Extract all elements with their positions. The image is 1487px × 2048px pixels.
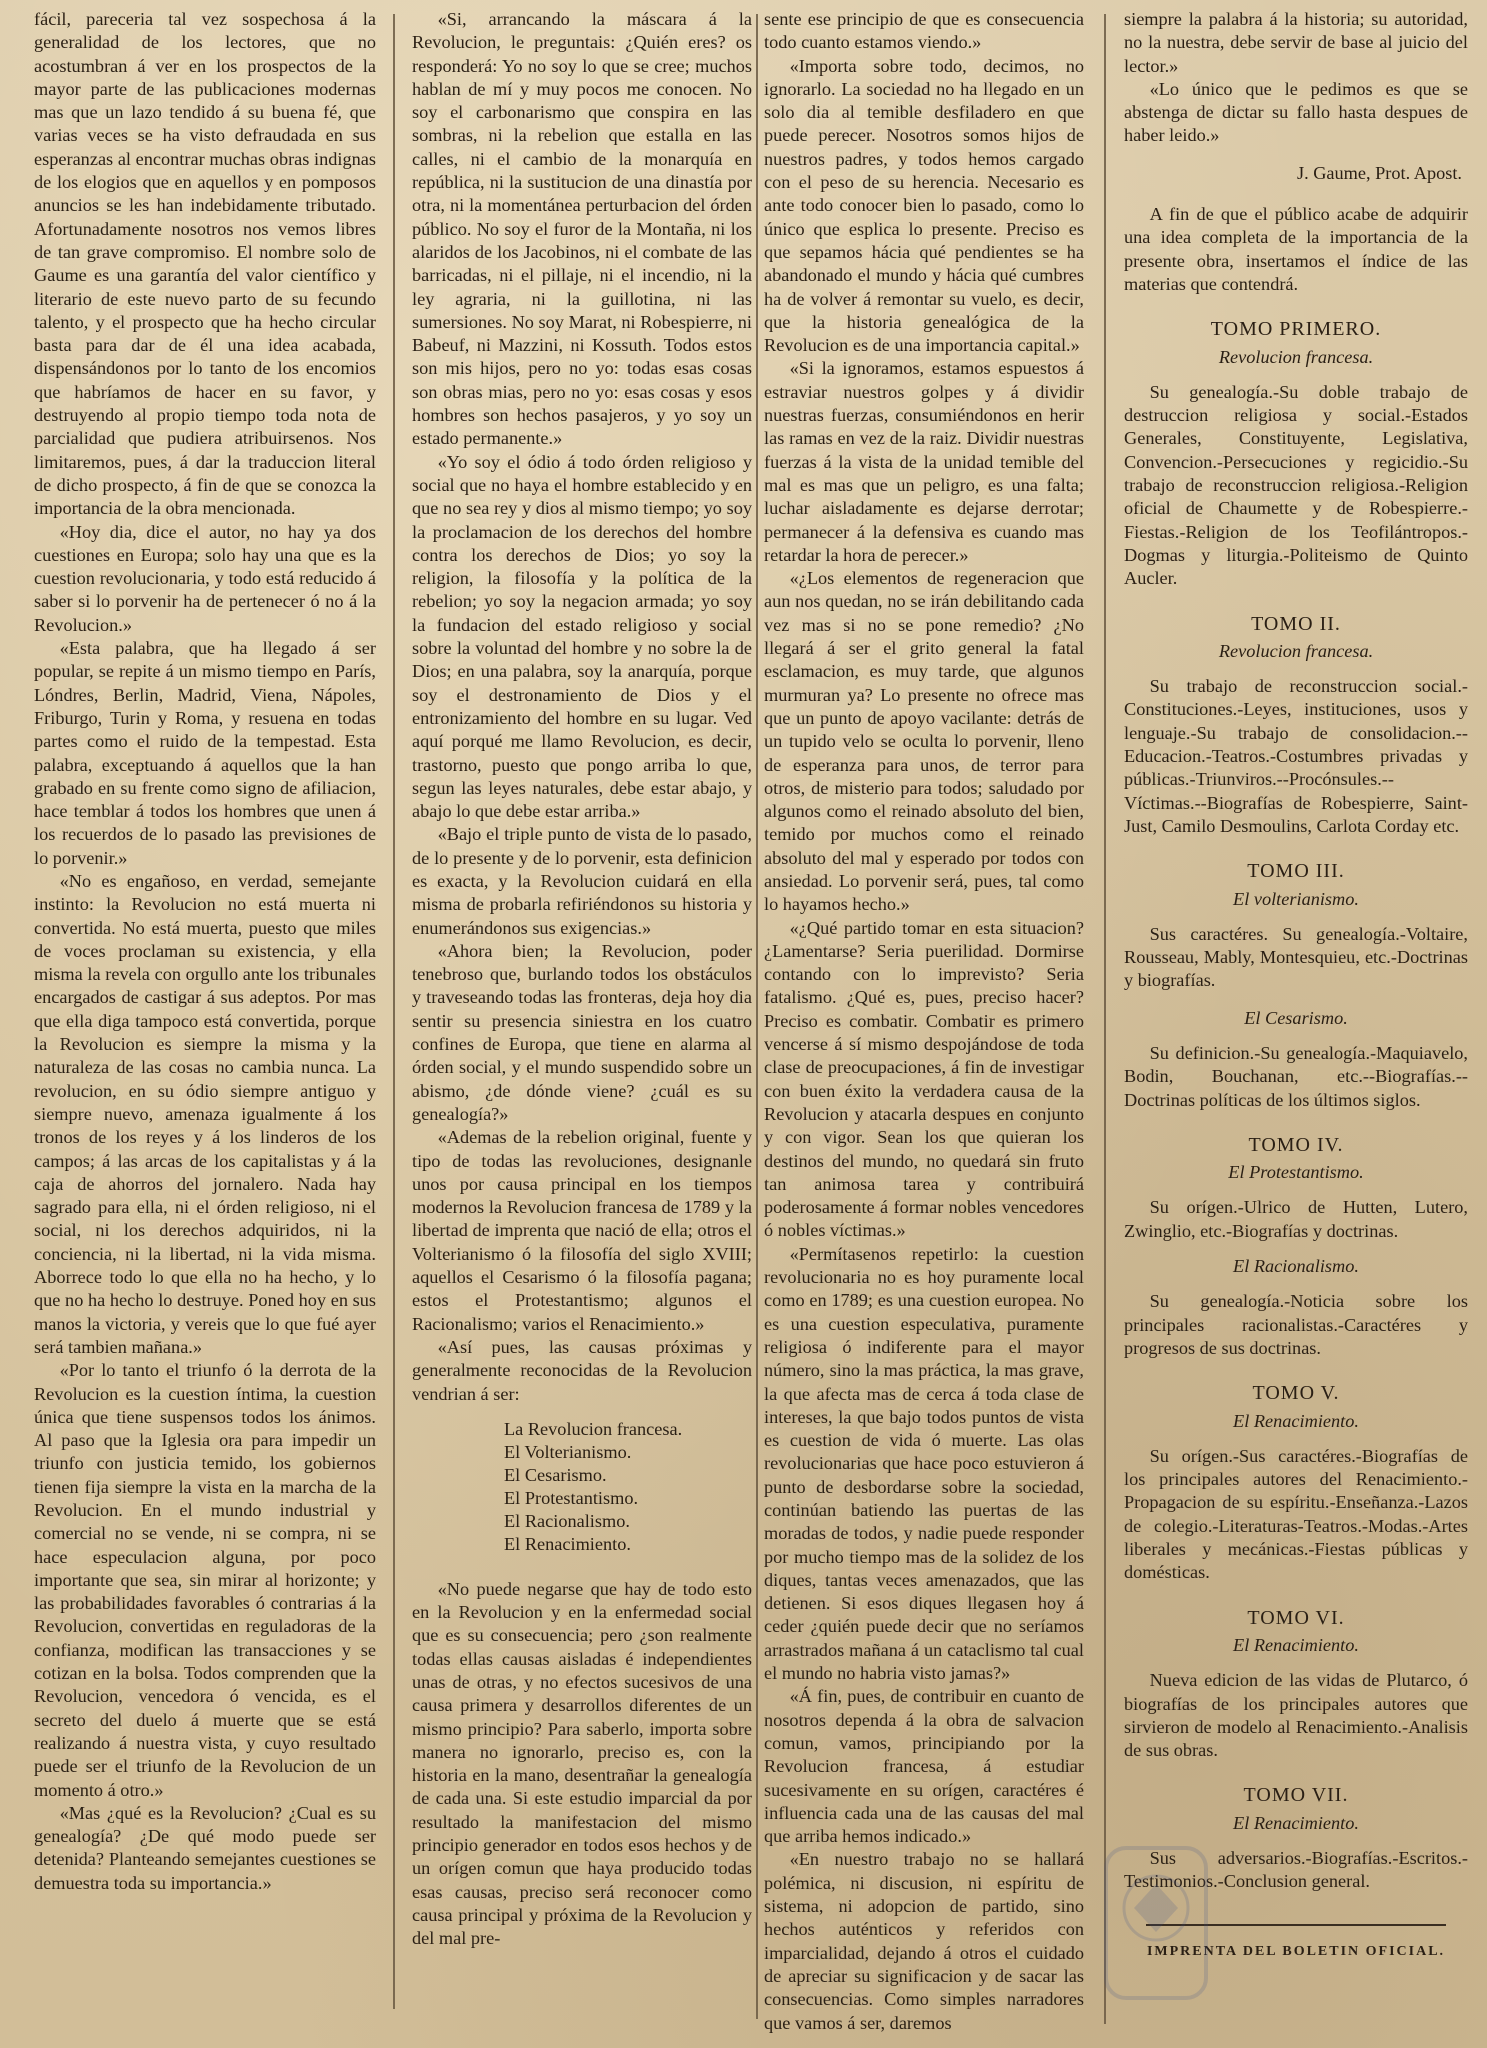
paragraph: «Bajo el triple punto de vista de lo pasado, de lo presente y de lo porvenir, esta definicion es exacta, y la Revolucion cuidará en ella misma de probarla refiriéndonos su historia y enumerándonos sus exigencias.» xyxy=(412,824,752,938)
tomo-subtitle: El Renacimiento. xyxy=(1233,1410,1359,1431)
tomo-description: Su orígen.-Ulrico de Hutten, Lutero, Zwinglio, etc.-Biografías y doctrinas. xyxy=(1124,1197,1468,1241)
paragraph: fácil, pareceria tal vez sospechosa á la generalidad de los lectores, que no acostumbran á ver en los prospectos de la mayor parte de las publicaciones modernas mas que un lazo tendido á su buena fé, que varias veces se ha visto defraudada en sus esperanzas al encontrar muchas obras indignas de los elogios que en aquellos y en pomposos anuncios se les han indebidamente tributado. Afortunadamente nosotros nos vemos libres de tan grave compromiso. El nombre solo de Gaume es una garantía del valor científico y literario de este nuevo parto de su fecundo talento, y el prospecto que ha hecho circular basta para dar de él una idea acabada, dispensándonos por lo tanto de los encomios que habríamos de hacer en su favor, y destruyendo al propio tiempo toda nota de parcialidad que pudiera atribuirsenos. Nos limitaremos, pues, á dar la traduccion literal de dicho prospecto, á fin de que se conozca la importancia de la obra mencionada. xyxy=(34,9,376,519)
tomo-description: Su genealogía.-Noticia sobre los principales racionalistas.-Caractéres y progresos de sus doctrinas. xyxy=(1124,1291,1468,1358)
paragraph: «Así pues, las causas próximas y generalmente reconocidas de la Revolucion vendrian á ser: xyxy=(412,1336,752,1404)
library-stamp-watermark xyxy=(1096,1838,1216,2018)
paragraph: «Hoy dia, dice el autor, no hay ya dos cuestiones en Europa; solo hay una que es la cuestion revolucionaria, y todo está reducido á saber si lo porvenir ha de pertenecer ó no á la Revolucion.» xyxy=(34,521,376,635)
tomo-description: Su orígen.-Sus caractéres.-Biografías de los principales autores del Renacimiento.-Propagacion de su espíritu.-Enseñanza.-Lazos de colegio.-Literaturas-Teatros.-Modas.-Artes liberales y mecánicas.-Fiestas públicas y domésticas. xyxy=(1124,1445,1468,1583)
paragraph: «Lo único que le pedimos es que se abstenga de dictar su fallo hasta despues de haber leido.» xyxy=(1124,78,1468,146)
tomo-title: TOMO III. xyxy=(1247,860,1345,883)
tomo-section xyxy=(1124,613,1468,839)
column-rule xyxy=(393,14,395,2009)
tomo-title: TOMO IV. xyxy=(1248,1133,1344,1156)
tomo-description: Sus adversarios.-Biografías.-Escritos.-Testimonios.-Conclusion general. xyxy=(1124,1848,1468,1892)
tomo-title: TOMO VI. xyxy=(1247,1606,1345,1629)
tomo-subtitle: El Cesarismo. xyxy=(1244,1007,1348,1028)
tomo-title: TOMO PRIMERO. xyxy=(1210,318,1382,341)
paragraph: «Si la ignoramos, estamos espuestos á estraviar nuestros golpes y á dividir nuestras fuerzas, consumiéndonos en herir las ramas en vez de la raiz. Dividir nuestras fuerzas á la vista de la unidad temible del mal es mas que un peligro, es una falta; luchar aisladamente es dejarse derrotar; permanecer á la defensiva es cuando mas retardar la hora de perecer.» xyxy=(764,358,1084,565)
tomo-section xyxy=(1124,1607,1468,1763)
tomo-section xyxy=(1124,860,1468,992)
list-item: El Cesarismo. xyxy=(504,1464,607,1485)
tomo-description: Su genealogía.-Su doble trabajo de destruccion religiosa y social.-Estados Generales, Constituyente, Legislativa, Convencion.-Persecuciones y regicidio.-Su trabajo de reconstruccion religiosa.-Religion oficial de Chaumette y de Robespierre.-Fiestas.-Religion de los Teofilántropos.-Dogmas y liturgia.-Politeismo de Quinto Aucler. xyxy=(1124,381,1468,589)
text-column-1 xyxy=(34,8,376,1895)
tomo-section xyxy=(1124,1007,1468,1112)
paragraph: «En nuestro trabajo no se hallará polémica, ni discusion, ni espíritu de sistema, ni adopcion de partido, sino hechos auténticos y referidos con imparcialidad, dejando á otros el cuidado de apreciar su significacion y de sacar las consecuencias. Como simples narradores que vamos á ser, daremos xyxy=(764,1849,1084,2033)
tomo-description: Sus caractéres. Su genealogía.-Voltaire, Rousseau, Mably, Montesquieu, etc.-Doctrinas y biografías. xyxy=(1124,923,1468,991)
tomo-subtitle: El Protestantismo. xyxy=(1228,1162,1364,1183)
list-item: El Racionalismo. xyxy=(504,1510,630,1531)
tomo-section xyxy=(1124,1134,1468,1243)
tomo-subtitle: El Racionalismo. xyxy=(1233,1256,1359,1277)
paragraph: «Yo soy el ódio á todo órden religioso y social que no haya el hombre establecido y en que no sea rey y dios al mismo tiempo; yo soy la proclamacion de los derechos del hombre contra los derechos de Dios; yo soy la religion, la filosofía y la política de la rebelion; yo soy la negacion armada; yo soy la fundacion del estado religioso y social sobre la voluntad del hombre y no sobre la de Dios; en una palabra, soy la anarquía, porque soy el destronamiento de Dios y el entronizamiento del hombre en su lugar. Ved aquí porqué me llamo Revolucion, es decir, trastorno, puesto que pongo arriba lo que, segun las leyes naturales, debe estar abajo, y abajo lo que debe estar arriba.» xyxy=(412,451,752,822)
tomo-section xyxy=(1124,1255,1468,1360)
tomo-subtitle: El volterianismo. xyxy=(1233,888,1359,909)
paragraph: «Esta palabra, que ha llegado á ser popular, se repite á un mismo tiempo en París, Lóndres, Berlin, Madrid, Viena, Nápoles, Friburgo, Turin y Roma, y resuena en todas partes como el ruido de la tempestad. Esta palabra, exceptuando á aquellos que la han grabado en su frente como signo de afiliacion, hace temblar á todos los hombres que unen á los recuerdos de lo pasado las previsiones de lo porvenir.» xyxy=(34,638,376,868)
index-intro: A fin de que el público acabe de adquirir una idea completa de la importancia de la presente obra, insertamos el índice de las materias que contendrá. xyxy=(1124,204,1468,294)
paragraph: sente ese principio de que es consecuencia todo cuanto estamos viendo.» xyxy=(764,9,1084,53)
tomo-description: Su trabajo de reconstruccion social.-Constituciones.-Leyes, instituciones, usos y lenguaje.-Su trabajo de consolidacion.--Educacion.-Teatros.-Costumbres privadas y públicas.-Triunviros.--Procónsules.--Víctimas.--Biografías de Robespierre, Saint-Just, Camilo Desmoulins, Carlota Corday etc. xyxy=(1124,676,1468,836)
paragraph: siempre la palabra á la historia; su autoridad, no la nuestra, debe servir de base al juicio del lector.» xyxy=(1124,9,1468,76)
paragraph: «¿Los elementos de regeneracion que aun nos quedan, no se irán debilitando cada vez mas si no se pone remedio? ¿No llegará á ser el grito general la fatal esclamacion, es muy tarde, que algunos murmuran ya? Lo presente no ofrece mas que un punto de apoyo vacilante: detrás de un tupido velo se oculta lo porvenir, lleno de esperanza para unos, de terror para otros, de misterio para todos; saludado por algunos como el reinado absoluto del bien, temido por muchos como el reinado absoluto del mal y esperado por todos con ansiedad. Lo porvenir será, pues, tal como lo hayamos hecho.» xyxy=(764,568,1084,915)
tomo-subtitle: Revolucion francesa. xyxy=(1218,640,1374,661)
list-item: La Revolucion francesa. xyxy=(504,1418,683,1439)
paragraph: «No es engañoso, en verdad, semejante instinto: la Revolucion no está muerta ni convertida. No está muerta, puesto que miles de voces proclaman su existencia, y ella misma la revela con orgullo ante los tribunales encargados de castigar á sus adeptos. Por mas que ella diga tampoco está convertida, porque la Revolucion es siempre la misma y la naturaleza de las cosas no cambia nunca. La revolucion, en su ódio siempre antiguo y siempre nuevo, amenaza igualmente á los tronos de los reyes y á los linderos de los campos; á las arcas de los capitalistas y á la caja de ahorros del jornalero. Nada hay sagrado para ella, ni el órden religioso, ni el social, ni los derechos adquiridos, ni la conciencia, ni la libertad, ni la vida misma. Aborrece todo lo que ella no ha hecho, y lo que no ha hecho lo destruye. Poned hoy en sus manos la victoria, y vereis que lo que fué ayer será tambien mañana.» xyxy=(34,870,376,1357)
paragraph: «Si, arrancando la máscara á la Revolucion, le preguntais: ¿Quién eres? os responderá: Yo no soy lo que se cree; muchos hablan de mí y muy pocos me conocen. No soy el carbonarismo que conspira en las sombras, ni la rebelion que estalla en las calles, ni el cambio de la monarquía en república, ni la sustitucion de una dinastía por otra, ni la momentánea perturbacion del órden público. No soy el furor de la Montaña, ni los alaridos de los Jacobinos, ni el combate de las barricadas, ni el pillaje, ni el incendio, ni la ley agraria, ni la guillotina, ni las sumersiones. No soy Marat, ni Robespierre, ni Babeuf, ni Mazzini, ni Kossuth. Todos estos son mis hijos, pero no yo: todas esas cosas son obras mias, pero no yo: esas cosas y esos hombres son hechos pasajeros, y yo soy un estado permanente.» xyxy=(412,9,752,449)
column-rule xyxy=(756,14,758,2019)
tomo-description: Nueva edicion de las vidas de Plutarco, ó biografías de los principales autores que sirvieron de modelo al Renacimiento.-Analisis de sus obras. xyxy=(1124,1670,1468,1761)
text-column-3 xyxy=(764,8,1084,2035)
causes-list xyxy=(504,1418,752,1556)
tomo-title: TOMO II. xyxy=(1251,612,1341,635)
text-column-2 xyxy=(412,8,752,1951)
tomo-description: Su definicion.-Su genealogía.-Maquiavelo, Bodin, Bouchanan, etc.--Biografías.--Doctrinas políticas de los últimos siglos. xyxy=(1124,1042,1468,1110)
paragraph: «Por lo tanto el triunfo ó la derrota de la Revolucion es la cuestion íntima, la cuestion única que tiene suspensos todos los ánimos. Al paso que la Iglesia ora para impedir un triunfo con justicia temido, los gobiernos tienen fija siempre la vista en la marcha de la Revolucion. En el mundo industrial y comercial no se vende, ni se compra, ni se hace especulacion alguna, por poco importante que sea, sin mirar al horizonte; y las probabilidades favorables ó contrarias á la Revolucion, convertidas en reguladoras de la confianza, modifican las transacciones y se cotizan en la bolsa. Todos comprenden que la Revolucion, vencedora ó vencida, es el secreto del duelo á muerte que se está realizando á nuestra vista, y cuyo resultado puede ser el triunfo de la Revolucion de un momento á otro.» xyxy=(34,1360,376,1800)
printer-imprint: IMPRENTA DEL BOLETIN OFICIAL. xyxy=(1146,1943,1446,1959)
tomo-subtitle: El Renacimiento. xyxy=(1233,1812,1359,1833)
paragraph: «Á fin, pues, de contribuir en cuanto de nosotros dependa á la obra de salvacion comun, vamos, principiando por la Revolucion francesa, á estudiar sucesivamente en su orígen, caractéres é influencia cada una de las causas del mal que arriba hemos indicado.» xyxy=(764,1686,1084,1847)
list-item: El Volterianismo. xyxy=(504,1441,632,1462)
paragraph: «¿Qué partido tomar en esta situacion? ¿Lamentarse? Seria puerilidad. Dormirse contando con lo imprevisto? Seria fatalismo. ¿Qué es, pues, preciso hacer? Preciso es combatir. Combatir es primero vencerse á sí mismo despojándose de toda clase de preocupaciones, á fin de investigar con buen éxito la verdadera causa de la Revolucion y atacarla despues en conjunto y con vigor. Sean los que quieran los destinos del mundo, no quedará sin fruto tan animosa tarea y contribuirá poderosamente á formar nobles vencedores ó nobles víctimas.» xyxy=(764,917,1084,1241)
tomo-title: TOMO VII. xyxy=(1243,1784,1349,1807)
paragraph: «Permítasenos repetirlo: la cuestion revolucionaria no es hoy puramente local como en 1789; es una cuestion europea. No es una cuestion especulativa, puramente religiosa ó indiferente para el mayor número, sino la mas práctica, la mas grave, la que afecta mas de cerca á toda clase de intereses, la que bajo todos puntos de vista es cuestion de vida ó muerte. Las olas revolucionarias que hace poco estuvieron á punto de desbordarse sobre la sociedad, continúan batiendo las puertas de las moradas de todos, y nadie puede responder por mucho tiempo mas de la solidez de los diques, tantas veces amenazados, que las detienen. Si esos diques llegasen hoy á ceder ¿quién puede decir que no seríamos arrastrados mañana á un cataclismo tal cual el mundo no habria visto jamas?» xyxy=(764,1243,1084,1684)
tomo-section xyxy=(1124,1382,1468,1584)
paragraph: «Ahora bien; la Revolucion, poder tenebroso que, burlando todos los obstáculos y traveseando todas las fronteras, deja hoy dia sentir su presencia siniestra en los cuatro confines de Europa, que tiene en alarma al órden social, y el mundo suspendido sobre un abismo, ¿de dónde viene? ¿cuál es su genealogía?» xyxy=(412,940,752,1124)
tomo-title: TOMO V. xyxy=(1252,1382,1340,1405)
paragraph: «Importa sobre todo, decimos, no ignorarlo. La sociedad no ha llegado en un solo dia al temible desfiladero en que puede perecer. Nosotros somos hijos de nuestros padres, y todos hemos cargado con el peso de su herencia. Necesario es ante todo conocer bien lo pasado, como lo único que esplica lo presente. Preciso es que sepamos hácia qué pendientes se ha abandonado el mundo y hácia qué cumbres ha de volver á remontar su vuelo, es decir, que la historia genealógica de la Revolucion es de una importancia capital.» xyxy=(764,55,1084,356)
tomo-section xyxy=(1124,318,1468,590)
author-signature: J. Gaume, Prot. Apost. xyxy=(1296,162,1462,183)
column-rule xyxy=(1104,14,1106,2024)
tomo-subtitle: El Renacimiento. xyxy=(1233,1634,1359,1655)
text-column-4 xyxy=(1124,8,1468,1963)
list-item: El Renacimiento. xyxy=(504,1533,631,1554)
list-item: El Protestantismo. xyxy=(504,1487,639,1508)
paragraph: «Ademas de la rebelion original, fuente y tipo de todas las revoluciones, designanle unos por causa principal en los tiempos modernos la Revolucion francesa de 1789 y la libertad de imprenta que nació de ella; otros el Volterianismo ó la filosofía del siglo XVIII; aquellos el Cesarismo ó la filosofía pagana; estos el Protestantismo; algunos el Racionalismo; varios el Renacimiento.» xyxy=(412,1127,752,1334)
paragraph: «No puede negarse que hay de todo esto en la Revolucion y en la enfermedad social que es su consecuencia; pero ¿son realmente todas ellas causas aisladas é independientes unas de otras, y no efectos sucesivos de una causa primera y desarrollos diferentes de un mismo principio? Para saberlo, importa sobre manera no ignorarlo, preciso es, con la historia en la mano, desentrañar la genealogía de cada una. Si este estudio imparcial da por resultado la manifestacion del mismo principio generador en todos esos hechos y de un orígen comun que haya producido todas esas causas, preciso será reconocer como causa principal y próxima de la Revolucion y del mal pre- xyxy=(412,1578,752,1949)
tomo-subtitle: Revolucion francesa. xyxy=(1218,346,1374,367)
paragraph: «Mas ¿qué es la Revolucion? ¿Cual es su genealogía? ¿De qué modo puede ser detenida? Planteando semejantes cuestiones se demuestra toda su importancia.» xyxy=(34,1802,376,1893)
